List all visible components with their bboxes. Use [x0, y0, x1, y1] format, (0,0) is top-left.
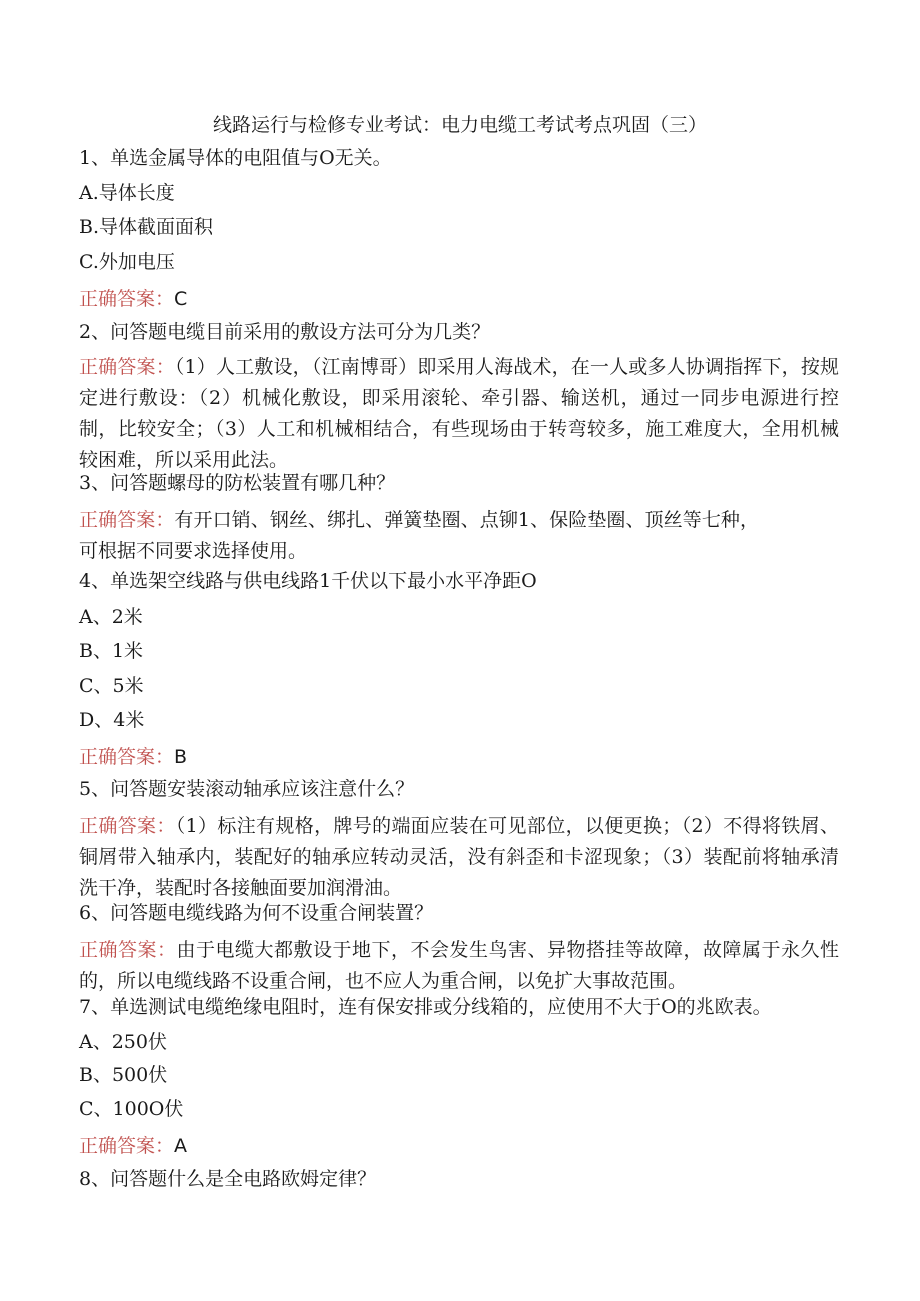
question-stem: 2、问答题电缆目前采用的敷设方法可分为几类？: [79, 321, 491, 343]
answer-label: 正确答案：: [79, 1135, 175, 1157]
question-stem: 6、问答题电缆线路为何不设重合闸装置？: [79, 902, 434, 924]
option: A、2米: [79, 606, 143, 628]
answer-label: 正确答案：: [79, 509, 175, 531]
answer-text: 由于电缆大都敷设于地下，不会发生鸟害、异物搭挂等故障，故障属于永久性的，所以电缆线路不设重合闸，也不应人为重合闸，以免扩大事故范围。: [79, 939, 839, 992]
answer-label: 正确答案：: [79, 356, 175, 378]
answer-value: A: [174, 1135, 188, 1157]
answer-line: [79, 744, 187, 770]
answer-text: （1）人工敷设，（江南博哥）即采用人海战术，在一人或多人协调指挥下，按规定进行敷设：（2）机械化敷设，即采用滚轮、牵引器、输送机，通过一同步电源进行控制，比较安全；（3）人工和机械相结合，有些现场由于转弯较多，施工难度大，全用机械较困难，所以采用此法。: [79, 356, 839, 471]
answer-value: C: [174, 288, 188, 310]
option: D、4米: [79, 709, 145, 731]
option: A.导体长度: [79, 182, 175, 204]
answer-paragraph: [79, 811, 839, 904]
answer-label: 正确答案：: [79, 815, 176, 837]
question-stem: 1、单选金属导体的电阻值与O无关。: [79, 147, 392, 169]
answer-value: B: [174, 746, 188, 768]
answer-label: 正确答案：: [79, 939, 177, 961]
answer-line: [79, 1133, 187, 1159]
answer-text: （1）标注有规格，牌号的端面应装在可见部位，以便更换；（2）不得将铁屑、铜屑带入轴承内，装配好的轴承应转动灵活，没有斜歪和卡涩现象；（3）装配前将轴承清洗干净，装配时各接触面要加润滑油。: [79, 815, 839, 899]
question-stem: 8、问答题什么是全电路欧姆定律？: [79, 1168, 377, 1190]
question-stem: 7、单选测试电缆绝缘电阻时，连有保安排或分线箱的，应使用不大于O的兆欧表。: [79, 996, 772, 1018]
answer-paragraph: [79, 352, 839, 476]
option: C、100O伏: [79, 1098, 184, 1120]
option: B、500伏: [79, 1064, 168, 1086]
answer-paragraph: [79, 935, 839, 997]
answer-label: 正确答案：: [79, 746, 175, 768]
question-stem: 5、问答题安装滚动轴承应该注意什么？: [79, 778, 415, 800]
question-stem: 4、单选架空线路与供电线路1千伏以下最小水平净距O: [79, 570, 537, 592]
option: B.导体截面面积: [79, 216, 214, 238]
option: A、250伏: [79, 1031, 167, 1053]
answer-label: 正确答案：: [79, 288, 175, 310]
document-title: 线路运行与检修专业考试：电力电缆工考试考点巩固（三）: [212, 114, 707, 136]
option: B、1米: [79, 640, 144, 662]
option: C.外加电压: [79, 251, 175, 273]
answer-paragraph: [79, 505, 759, 567]
answer-line: [79, 286, 187, 312]
option: C、5米: [79, 675, 144, 697]
answer-text: 有开口销、钢丝、绑扎、弹簧垫圈、点铆1、保险垫圈、顶丝等七种，可根据不同要求选择使用。: [79, 509, 759, 562]
question-stem: 3、问答题螺母的防松装置有哪几种？: [79, 472, 396, 494]
